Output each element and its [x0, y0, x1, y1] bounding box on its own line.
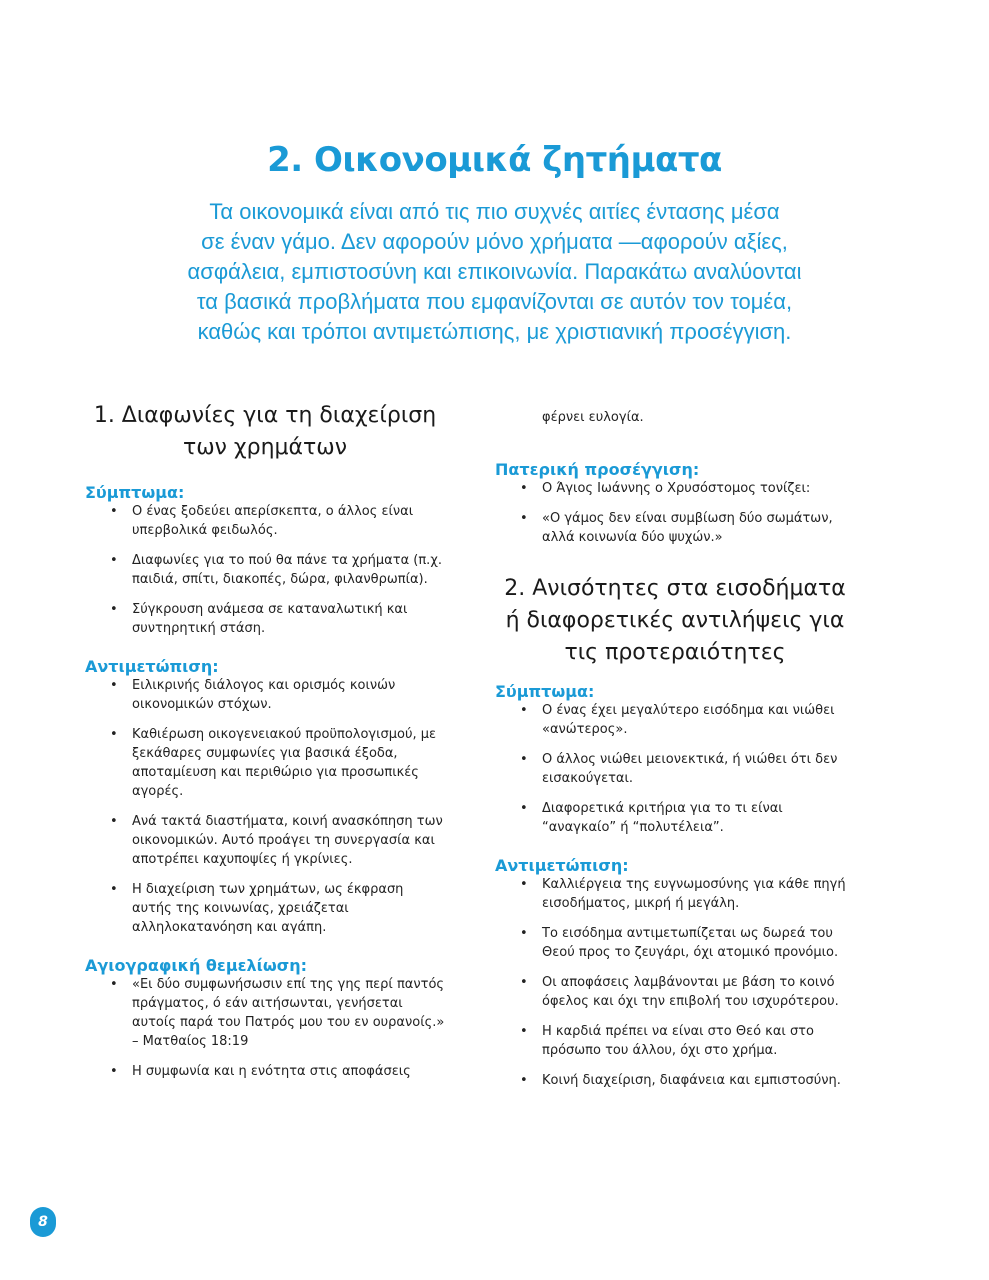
- section-2-heading: [495, 573, 855, 669]
- intro-line: Τα οικονομικά είναι από τις πιο συχνές αιτίες έντασης μέσα: [209, 199, 780, 224]
- list-item: • Καλλιέργεια της ευγνωμοσύνης για κάθε πηγή εισοδήματος, μικρή ή μεγάλη.: [495, 875, 855, 913]
- list-item: • Η διαχείριση των χρημάτων, ως έκφραση αυτής της κοινωνίας, χρειάζεται αλληλοκατανόηση και αγάπη.: [85, 880, 445, 937]
- patristic-heading: Πατερική προσέγγιση:: [495, 460, 700, 479]
- page-title: 2. Οικονομικά ζητήματα: [267, 140, 722, 180]
- section-1-heading: [85, 400, 445, 464]
- symptom-heading: Σύμπτωμα:: [495, 682, 595, 701]
- response-list: [495, 875, 855, 1090]
- list-item: • Ο Άγιος Ιωάννης ο Χρυσόστομος τονίζει:: [495, 479, 855, 498]
- list-item: • «Ο γάμος δεν είναι συμβίωση δύο σωμάτων, αλλά κοινωνία δύο ψυχών.»: [495, 509, 855, 547]
- scripture-list: [85, 975, 445, 1081]
- list-item: • Ανά τακτά διαστήματα, κοινή ανασκόπηση των οικονομικών. Αυτό προάγει τη συνεργασία και αποτρέπει καχυποψίες ή γκρίνιες.: [85, 812, 445, 869]
- response-heading: Αντιμετώπιση:: [495, 856, 629, 875]
- continued-text: φέρνει ευλογία.: [542, 410, 644, 425]
- symptom-heading: Σύμπτωμα:: [85, 483, 185, 502]
- section-heading-line: ή διαφορετικές αντιλήψεις για: [505, 608, 845, 633]
- intro-line: σε έναν γάμο. Δεν αφορούν μόνο χρήματα —αφορούν αξίες,: [201, 229, 788, 254]
- left-column: [85, 400, 445, 1092]
- intro-line: καθώς και τρόποι αντιμετώπισης, με χριστιανική προσέγγιση.: [197, 319, 792, 344]
- list-item: • Διαφορετικά κριτήρια για το τι είναι “αναγκαίο” ή “πολυτέλεια”.: [495, 799, 855, 837]
- list-item: • Η καρδιά πρέπει να είναι στο Θεό και στο πρόσωπο του άλλου, όχι στο χρήμα.: [495, 1022, 855, 1060]
- section-heading-line: 1. Διαφωνίες για τη διαχείριση: [93, 403, 437, 428]
- list-item: • Οι αποφάσεις λαμβάνονται με βάση το κοινό όφελος και όχι την επιβολή του ισχυρότερου.: [495, 973, 855, 1011]
- list-item: • Καθιέρωση οικογενειακού προϋπολογισμού, με ξεκάθαρες συμφωνίες για βασικά έξοδα, αποταμίευση και περιθώριο για προσωπικές αγορές.: [85, 725, 445, 801]
- patristic-list: [495, 479, 855, 547]
- intro-line: τα βασικά προβλήματα που εμφανίζονται σε αυτόν τον τομέα,: [196, 289, 793, 314]
- intro-paragraph: [90, 197, 899, 347]
- list-item: • Ο ένας ξοδεύει απερίσκεπτα, ο άλλος είναι υπερβολικά φειδωλός.: [85, 502, 445, 540]
- list-item: • Το εισόδημα αντιμετωπίζεται ως δωρεά του Θεού προς το ζευγάρι, όχι ατομικό προνόμιο.: [495, 924, 855, 962]
- list-item: • Διαφωνίες για το πού θα πάνε τα χρήματα (π.χ. παιδιά, σπίτι, διακοπές, δώρα, φιλανθρωπία).: [85, 551, 445, 589]
- section-heading-line: τις προτεραιότητες: [564, 640, 786, 665]
- list-item: • Ειλικρινής διάλογος και ορισμός κοινών οικονομικών στόχων.: [85, 676, 445, 714]
- section-heading-line: των χρημάτων: [182, 435, 348, 460]
- symptom-list: [495, 701, 855, 837]
- page-number-badge: 8: [30, 1207, 56, 1237]
- intro-line: ασφάλεια, εμπιστοσύνη και επικοινωνία. Παρακάτω αναλύονται: [187, 259, 802, 284]
- scripture-heading: Αγιογραφική θεμελίωση:: [85, 956, 308, 975]
- right-column: [495, 408, 855, 1101]
- list-item: • «Ει δύο συμφωνήσωσιν επί της γης περί παντός πράγματος, ό εάν αιτήσωνται, γενήσεται αυτοίς παρά του Πατρός μου του εν ουρανοίς.» – Ματθαίος 18:19: [85, 975, 445, 1051]
- symptom-list: [85, 502, 445, 638]
- list-item: • Ο ένας έχει μεγαλύτερο εισόδημα και νιώθει «ανώτερος».: [495, 701, 855, 739]
- response-list: [85, 676, 445, 937]
- list-item: • Κοινή διαχείριση, διαφάνεια και εμπιστοσύνη.: [495, 1071, 855, 1090]
- list-item: • Σύγκρουση ανάμεσα σε καταναλωτική και συντηρητική στάση.: [85, 600, 445, 638]
- response-heading: Αντιμετώπιση:: [85, 657, 219, 676]
- list-item: • Ο άλλος νιώθει μειονεκτικά, ή νιώθει ότι δεν εισακούγεται.: [495, 750, 855, 788]
- list-item: • Η συμφωνία και η ενότητα στις αποφάσεις: [85, 1062, 445, 1081]
- section-heading-line: 2. Ανισότητες στα εισοδήματα: [504, 576, 846, 601]
